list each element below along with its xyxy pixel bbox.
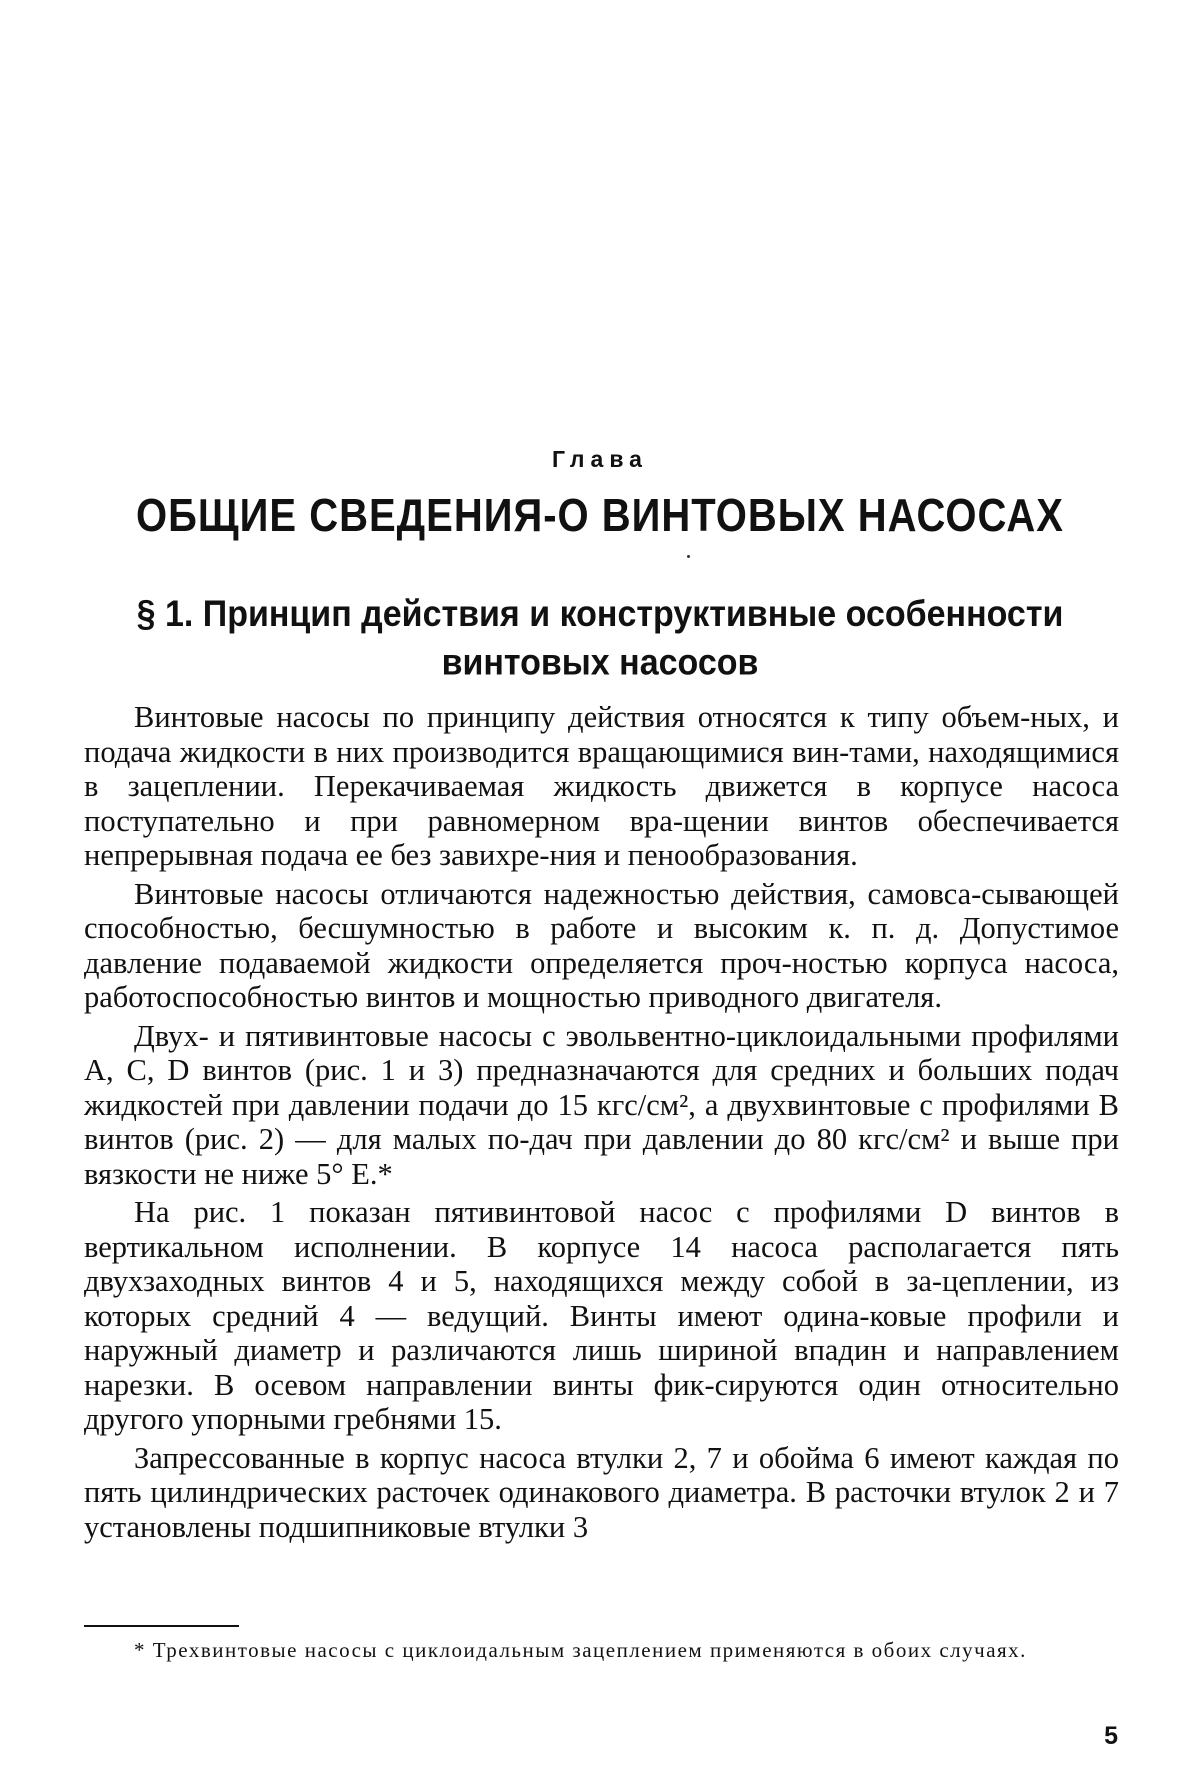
page-number: 5 <box>1104 1722 1118 1750</box>
chapter-title: ОБЩИЕ СВЕДЕНИЯ-О ВИНТОВЫХ НАСОСАХ <box>136 490 1064 542</box>
paragraph: На рис. 1 показан пятивинтовой насос с профилями D винтов в вертикальном исполнении. В корпусе 14 насоса располагается пять двухзаходных винтов 4 и 5, находящихся между собой в за-цеплении, из которых средний 4 — ведущий. Винты имеют одина-ковые профили и наружный диаметр и различаются лишь шириной впадин и направлением нарезки. В осевом направлении винты фик-сируются один относительно другого упорными гребнями 15. <box>84 1195 1119 1436</box>
footnote-divider <box>84 1625 239 1627</box>
paragraph: Винтовые насосы по принципу действия относятся к типу объем-ных, и подача жидкости в них производится вращающимися вин-тами, находящимися в зацеплении. Перекачиваемая жидкость движется в корпусе насоса поступательно и при равномерном вра-щении винтов обеспечивается непрерывная подача ее без завихре-ния и пенообразования. <box>84 700 1119 872</box>
print-speck <box>687 555 690 558</box>
paragraph: Запрессованные в корпус насоса втулки 2, 7 и обойма 6 имеют каждая по пять цилиндрических расточек одинакового диаметра. В расточки втулок 2 и 7 установлены подшипниковые втулки 3 <box>84 1440 1119 1544</box>
chapter-label: Глава <box>552 446 648 472</box>
paragraph: Винтовые насосы отличаются надежностью действия, самовса-сывающей способностью, бесшумностью в работе и высоким к. п. д. Допустимое давление подаваемой жидкости определяется проч-ностью корпуса насоса, работоспособностью винтов и мощностью приводного двигателя. <box>84 876 1119 1014</box>
footnote: * Трехвинтовые насосы с циклоидальным зацеплением применяются в обоих случаях. <box>134 1638 1027 1662</box>
paragraph: Двух- и пятивинтовые насосы с эвольвентно-циклоидальными профилями А, С, D винтов (рис. 1 и 3) предназначаются для средних и больших подач жидкостей при давлении подачи до 15 кгс/см², а двухвинтовые с профилями В винтов (рис. 2) — для малых по-дач при давлении до 80 кгс/см² и выше при вязкости не ниже 5° Е.* <box>84 1018 1119 1191</box>
section-title: § 1. Принцип действия и конструктивные особенности винтовых насосов <box>136 592 1064 684</box>
body-text <box>84 700 1119 1548</box>
